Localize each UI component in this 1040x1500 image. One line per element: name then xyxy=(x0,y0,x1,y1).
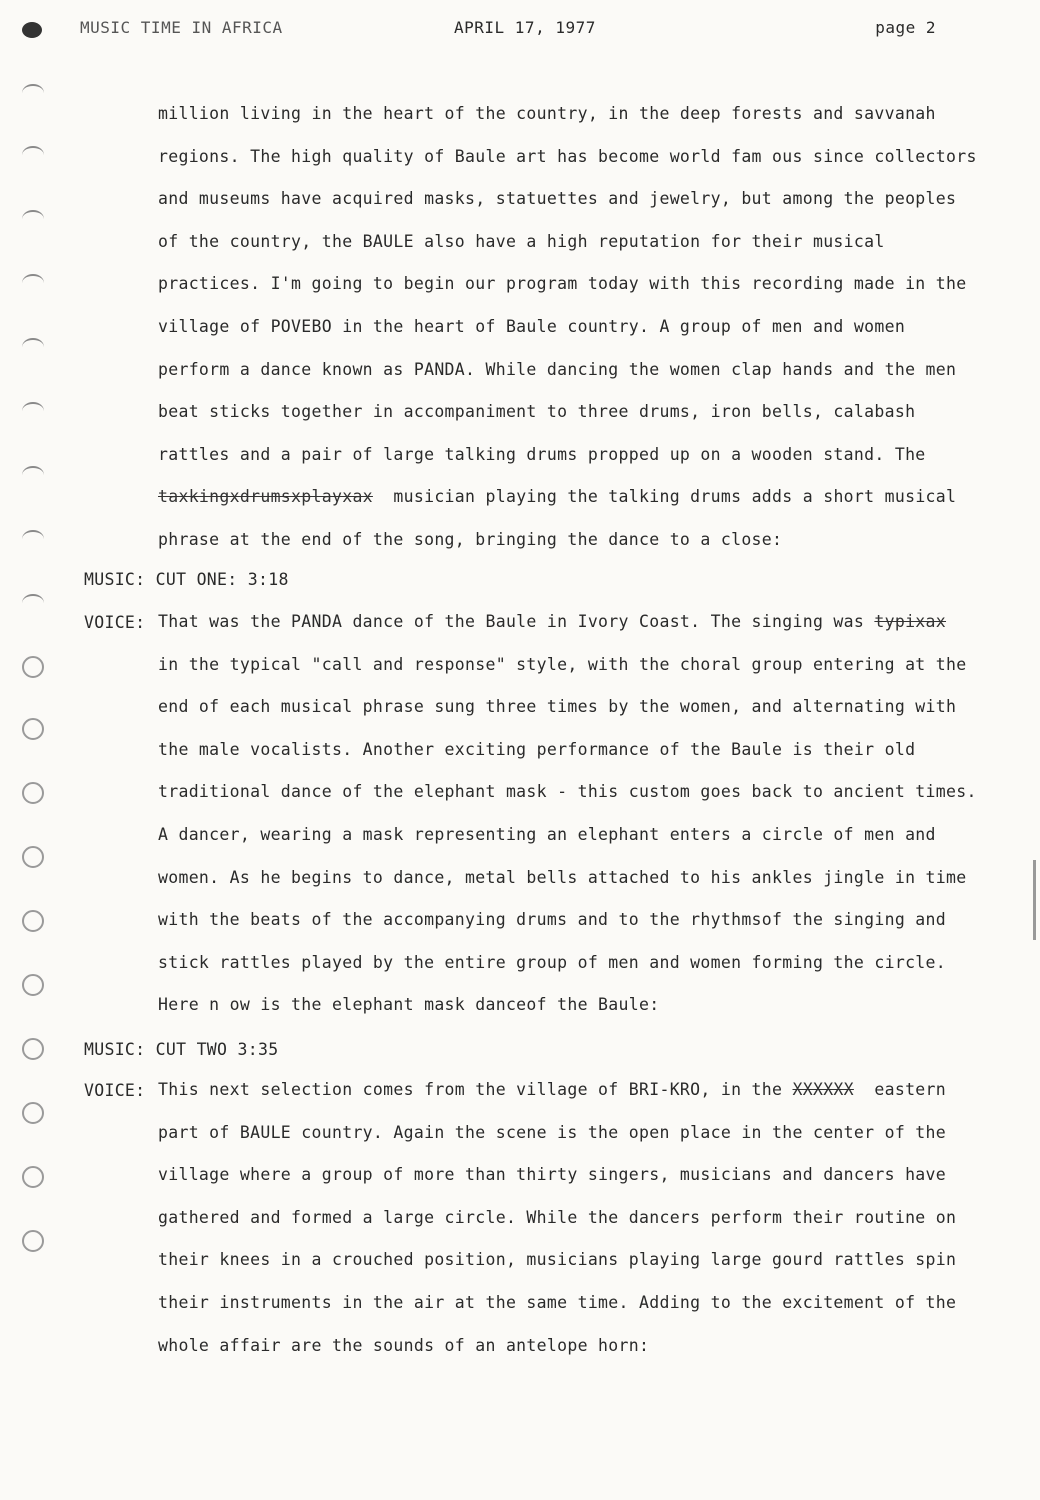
text-line: regions. The high quality of Baule art has become world fam ous since collectors xyxy=(158,146,977,166)
text-line: their instruments in the air at the same time. Adding to the excitement of the xyxy=(158,1292,957,1312)
program-title: MUSIC TIME IN AFRICA xyxy=(80,18,283,37)
binder-hole-icon xyxy=(22,84,44,102)
text-line: their knees in a crouched position, musicians playing large gourd rattles spin xyxy=(158,1250,957,1270)
music-cue-two xyxy=(84,1040,278,1059)
binder-hole-icon xyxy=(22,846,44,868)
text-line: in the typical "call and response" style, with the choral group entering at the xyxy=(158,654,967,674)
binder-hole-icon xyxy=(22,1102,44,1124)
text-line: and museums have acquired masks, statuettes and jewelry, but among the peoples xyxy=(158,189,957,209)
text-line: whole affair are the sounds of an antelope horn: xyxy=(158,1335,650,1355)
music-label: MUSIC: xyxy=(84,570,146,589)
voice-label: VOICE: xyxy=(84,1081,146,1100)
binder-hole-icon xyxy=(22,466,44,484)
text-line: with the beats of the accompanying drums and to the rhythmsof the singing and xyxy=(158,910,947,930)
text-line: perform a dance known as PANDA. While dancing the women clap hands and the men xyxy=(158,359,957,379)
struck-out-text: typixax xyxy=(874,612,947,631)
binder-hole-icon xyxy=(22,910,44,932)
music-label: MUSIC: xyxy=(84,1040,146,1059)
text-line: gathered and formed a large circle. While the dancers perform their routine on xyxy=(158,1207,957,1227)
text-line: village where a group of more than thirty singers, musicians and dancers have xyxy=(158,1165,947,1185)
text-line: million living in the heart of the country, in the deep forests and savvanah xyxy=(158,104,936,123)
intro-paragraph xyxy=(158,93,1018,562)
binder-hole-icon xyxy=(22,718,44,740)
page-edge-mark xyxy=(1033,860,1036,940)
text-line: village of POVEBO in the heart of Baule country. A group of men and women xyxy=(158,316,906,336)
binder-hole-icon xyxy=(22,210,44,228)
text-segment: musician playing the talking drums adds a short musical xyxy=(393,487,957,507)
text-line: the male vocalists. Another exciting performance of the Baule is their old xyxy=(158,739,916,759)
voice-label: VOICE: xyxy=(84,613,146,632)
text-segment: This next selection comes from the village of BRI-KRO, in the xyxy=(158,1080,783,1099)
text-segment: That was the PANDA dance of the Baule in Ivory Coast. The singing was xyxy=(158,612,865,631)
text-line: women. As he begins to dance, metal bells attached to his ankles jingle in time xyxy=(158,867,967,887)
binder-hole-icon xyxy=(22,338,44,356)
page-number: page 2 xyxy=(875,18,936,37)
binder-hole-icon xyxy=(22,782,44,804)
binder-hole-icon xyxy=(22,274,44,292)
text-line: A dancer, wearing a mask representing an elephant enters a circle of men and xyxy=(158,824,936,844)
text-line xyxy=(158,1069,1018,1112)
binder-hole-icon xyxy=(22,1166,44,1188)
text-line: of the country, the BAULE also have a high reputation for their musical xyxy=(158,231,885,251)
binder-holes xyxy=(14,0,54,1500)
struck-out-text: taxkingxdrumsxplayxax xyxy=(158,487,373,507)
binder-hole-icon xyxy=(22,656,44,678)
binder-hole-icon xyxy=(22,146,44,164)
music-cut: CUT TWO 3:35 xyxy=(155,1040,279,1059)
struck-out-text: XXXXXX xyxy=(792,1080,854,1099)
text-line: Here n ow is the elephant mask danceof the Baule: xyxy=(158,995,660,1015)
text-line: practices. I'm going to begin our program today with this recording made in the xyxy=(158,274,967,294)
voice-paragraph-two xyxy=(158,1069,1018,1367)
voice-paragraph-one xyxy=(158,601,1018,1027)
music-cue-one xyxy=(84,570,289,589)
text-line: traditional dance of the elephant mask - this custom goes back to ancient times. xyxy=(158,782,977,802)
binder-hole-icon xyxy=(22,530,44,548)
text-segment: eastern xyxy=(874,1080,947,1099)
binder-hole-icon xyxy=(22,1230,44,1252)
text-line xyxy=(158,476,1018,519)
music-cut: CUT ONE: 3:18 xyxy=(155,570,289,589)
broadcast-date: APRIL 17, 1977 xyxy=(454,18,596,37)
text-line: rattles and a pair of large talking drums propped up on a wooden stand. The xyxy=(158,444,926,464)
text-line: part of BAULE country. Again the scene is the open place in the center of the xyxy=(158,1122,947,1142)
text-line xyxy=(158,601,1018,644)
binder-hole-icon xyxy=(22,594,44,612)
text-line: beat sticks together in accompaniment to three drums, iron bells, calabash xyxy=(158,402,916,422)
binder-hole-icon xyxy=(22,974,44,996)
binder-hole-icon xyxy=(22,402,44,420)
text-line: end of each musical phrase sung three times by the women, and alternating with xyxy=(158,697,957,717)
text-line: phrase at the end of the song, bringing the dance to a close: xyxy=(158,529,783,549)
page-header xyxy=(80,18,960,42)
binder-hole-icon xyxy=(22,22,42,38)
text-line: stick rattles played by the entire group of men and women forming the circle. xyxy=(158,952,947,972)
binder-hole-icon xyxy=(22,1038,44,1060)
